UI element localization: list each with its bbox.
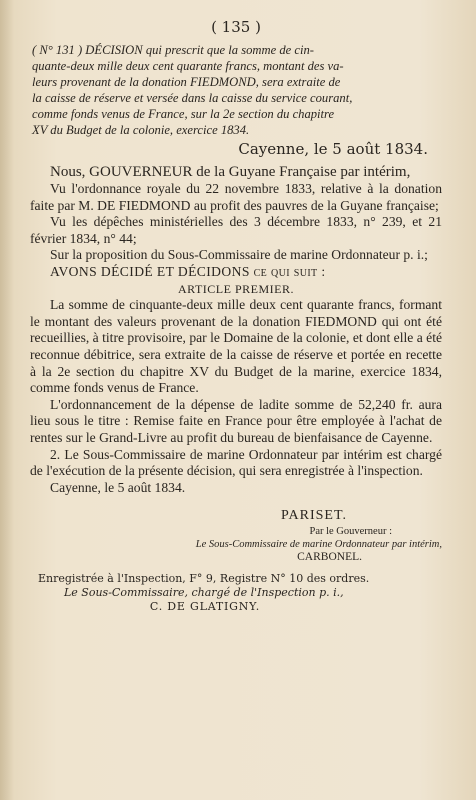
paragraph-ordonnancement: L'ordonnancement de la dépense de ladite somme de 52,240 fr. aura lieu sous le titre : Remise faite en France pour être employée à l'achat de rentes sur le Grand-Livre au profit du bureau de bienfaisance de Cayenne. [30, 396, 442, 445]
paragraph-vu-depeches: Vu les dépêches ministérielles des 3 décembre 1833, n° 239, et 21 février 1834, n° 44; [30, 214, 442, 246]
paragraph-closing-date: Cayenne, le 5 août 1834. [50, 479, 186, 495]
paragraph-preamble: Nous, GOUVERNEUR de la Guyane Française par intérim, [50, 164, 411, 180]
article-heading: ARTICLE PREMIER. [178, 281, 294, 296]
signature-title-line: Le Sous-Commissaire de marine Ordonnateur par intérim, [195, 539, 442, 551]
registration-block [30, 572, 442, 614]
header-line: quante-deux mille deux cent quarante francs, montant des va- [32, 59, 344, 73]
page-spine-shadow [0, 0, 14, 800]
second-signatory-name: CARBONEL. [297, 551, 362, 564]
registration-line: Enregistrée à l'Inspection, F° 9, Registre N° 10 des ordres. [38, 572, 370, 586]
paragraph-article-2: 2. Le Sous-Commissaire de marine Ordonnateur par intérim est chargé de l'exécution de la présente décision, qui sera enregistrée à l'inspection. [30, 446, 442, 479]
registration-officer-name: C. DE GLATIGNY. [149, 600, 261, 614]
document-body [30, 164, 442, 496]
header-line: ( N° 131 ) DÉCISION qui prescrit que la somme de cin- [32, 43, 314, 57]
paragraph-avons-decide: AVONS DÉCIDÉ ET DÉCIDONS ce qui suit : [50, 263, 326, 279]
page-number: ( 135 ) [211, 18, 261, 36]
signature-by-line: Par le Gouverneur : [309, 526, 392, 538]
paragraph-vu-ordonnance: Vu l'ordonnance royale du 22 novembre 1833, relative à la donation faite par M. DE FIEDMOND au profit des pauvres de la Guyane française; [30, 181, 442, 213]
signature-block [30, 508, 442, 564]
place-date: Cayenne, le 5 août 1834. [238, 140, 428, 158]
header-line: leurs provenant de la donation FIEDMOND, sera extraite de [32, 75, 341, 89]
paragraph-article-1: La somme de cinquante-deux mille deux cent quarante francs, formant le montant des valeurs provenant de la donation FIEDMOND qui ont été recueillies, à titre provisoire, par le Domaine de la colonie, et dont elle a été reconnue débitrice, sera extraite de la caisse de réserve et portée en recette à la 2e section du chapitre XV du Budget de la marine, exercice 1834, comme fonds venus de France. [30, 297, 442, 396]
signatory-name: PARISET. [281, 508, 347, 524]
header-line: XV du Budget de la colonie, exercice 1834. [32, 123, 250, 137]
header-line: la caisse de réserve et versée dans la caisse du service courant, [32, 91, 353, 105]
registration-officer-line: Le Sous-Commissaire, chargé de l'Inspection p. i., [64, 586, 344, 600]
paragraph-proposition: Sur la proposition du Sous-Commissaire de marine Ordonnateur p. i.; [50, 247, 428, 263]
header-line: comme fonds venus de France, sur la 2e section du chapitre [32, 107, 335, 121]
decision-header [32, 42, 442, 138]
